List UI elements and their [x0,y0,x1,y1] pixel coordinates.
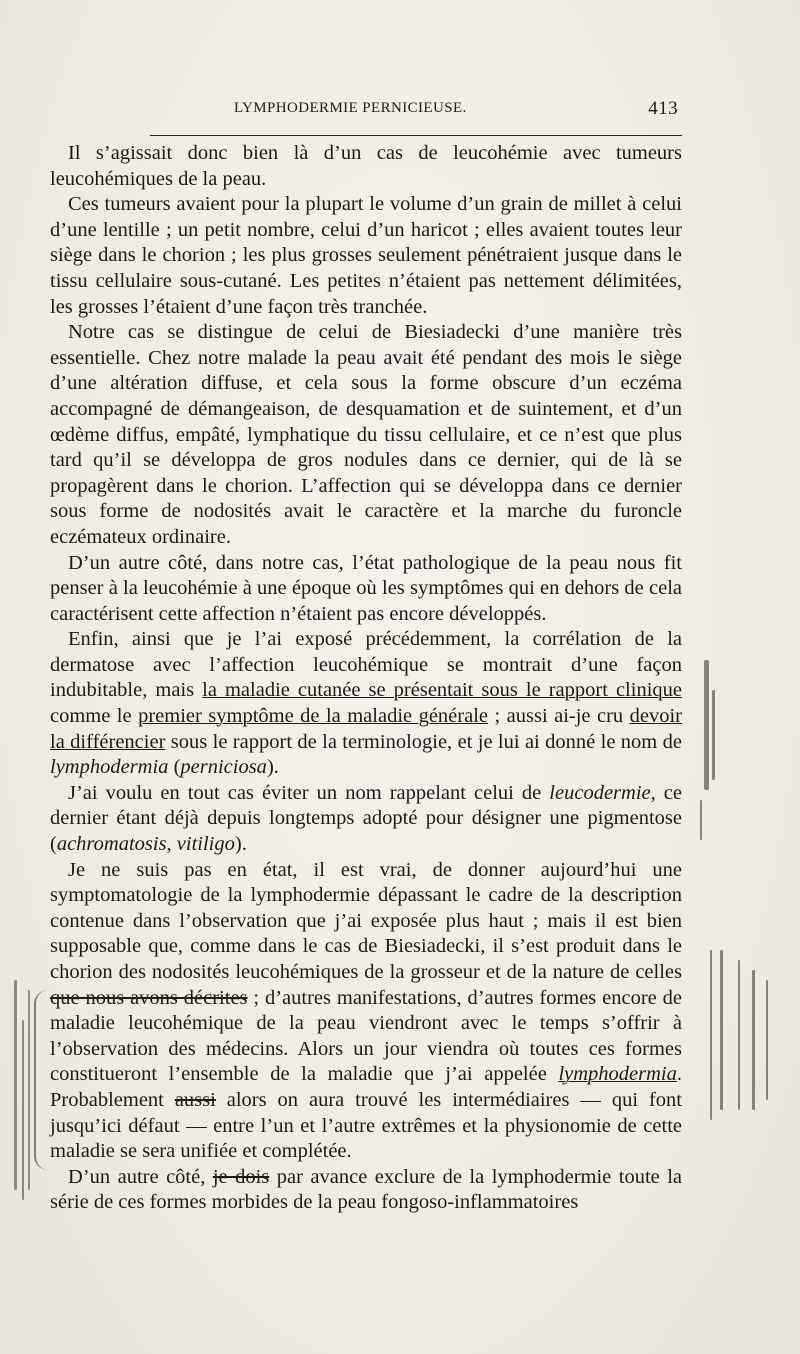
margin-mark [738,960,740,1110]
p8-struck-1: je dois [212,1165,270,1188]
paragraph-1: Il s’agissait donc bien là d’un cas de leucohémie avec tumeurs leucohémiques de la peau. [50,142,682,190]
handwritten-bracket [34,990,52,1170]
p5-text-b: comme le [50,705,139,728]
p5-text-c: ; aussi ai-je cru [488,705,630,728]
p7-text-d: alors on aura trouvé les intermédiaires — qui font jusqu’ici défaut — entre l’un et l’autre extrêmes et la physionomie de cette maladie se sera unifiée et complétée. [50,1088,682,1163]
p6-text-c: , [166,833,177,856]
p5-italic-1: lymphodermia [50,756,169,779]
margin-mark [710,950,712,1120]
p7-struck-1: que nous avons décrites [50,986,248,1009]
p5-text-d: sous le rapport de la terminologie, et je lui ai donné le nom de [165,730,682,753]
paragraph-8 [50,1165,682,1216]
margin-mark [14,980,17,1190]
p7-struck-2: aussi [174,1088,216,1111]
p5-underlined-1: la maladie cutanée se présentait sous le rapport clinique [202,679,682,702]
p6-text-d: ). [234,833,247,856]
paragraph-2: Ces tumeurs avaient pour la plupart le volume d’un grain de millet à celui d’une lentille ; un petit nombre, celui d’un haricot ; elles avaient toutes leur siège dans le chorion ; les plus grosses seulement pénétraient jusque dans le tissu cellulaire sous-cutané. Les petites n’étaient pas nettement délimitées, les grosses l’étaient d’une façon très tranchée. [50,193,682,318]
p6-italic-1: leucodermie [549,781,651,804]
p5-text-e: ( [168,756,181,779]
p6-italic-3: vitiligo [176,833,235,856]
p7-text-a: Je ne suis pas en état, il est vrai, de donner aujourd’hui une symptomatologie de la lymphodermie dépassant le cadre de la description contenue dans l’observation que j’ai exposée plus haut ; mais il est bien supposable que, comme dans le cas de Biesiadecki, il s’est produit dans le chorion des nodosités leucohémiques de la grosseur et de la nature de celles [50,858,682,983]
running-title: LYMPHODERMIE PERNICIEUSE. [234,100,467,116]
p6-italic-2: achromatosis [56,833,167,856]
p7-text-b: ; d’autres manifestations, d’autres formes encore de maladie leucohémique de la peau viendront avec le temps s’offrir à l’observation des médecins. Alors un jour viendra où toutes ces formes constitueront l’ensemble de la maladie que j’ai appelée [50,986,682,1086]
p5-underlined-3: devoir la différencier [50,705,683,753]
margin-mark [28,990,30,1190]
margin-mark [704,660,709,790]
header-rule [150,135,682,136]
p6-text-a: J’ai voulu en tout cas éviter un nom rappelant celui de [68,781,550,804]
p5-underlined-2: premier symptôme de la maladie générale [138,705,489,728]
paragraph-5 [50,627,682,781]
right-margin-annotations [690,650,790,1210]
paragraph-7 [50,858,682,1165]
p8-text-b: par avance exclure de la lymphodermie toute la série de ces formes morbides de la peau fongoso-inflammatoires [50,1165,683,1214]
p5-text-f: ). [266,756,279,779]
paragraph-4: D’un autre côté, dans notre cas, l’état pathologique de la peau nous fit penser à la leucohémie à une époque où les symptômes qui en dehors de cela caractérisent cette affection n’étaient pas encore développés. [50,551,682,625]
margin-mark [720,950,723,1110]
margin-mark [752,970,755,1110]
p6-text-b: , ce dernier étant déjà depuis longtemps adopté pour désigner une pigmentose ( [50,781,682,856]
p8-text-a: D’un autre côté, [68,1165,213,1188]
page-number: 413 [648,98,678,119]
body-text [50,141,682,1216]
paragraph-3: Notre cas se distingue de celui de Biesiadecki d’une manière très essentielle. Chez notre malade la peau avait été pendant des mois le siège d’une altération diffuse, et cela sous la forme obscure d’un eczéma accompagné de démangeaison, de desquamation et de suintement, et d’un œdème diffus, empâté, lymphatique du tissu cellulaire, et ce n’est que plus tard qu’il se développa de gros nodules dans ce dernier, qui de là se propagèrent dans le chorion. L’affection qui se développa dans ce dernier sous forme de nodosités avait le caractère et la marche du furoncle eczémateux ordinaire. [50,321,682,548]
margin-mark [22,1020,24,1200]
p5-italic-2: perniciosa [180,756,267,779]
margin-mark [700,800,702,840]
p5-text-a: Enfin, ainsi que je l’ai exposé précédemment, la corrélation de la dermatose avec l’affection leucohémique se montrait d’une façon indubitable, mais [50,628,682,702]
margin-mark [712,690,715,780]
p7-text-c: . Probablement [50,1063,682,1111]
p7-italic-1: lymphodermia [558,1063,677,1086]
paragraph-6 [50,781,682,858]
margin-mark [766,980,768,1100]
